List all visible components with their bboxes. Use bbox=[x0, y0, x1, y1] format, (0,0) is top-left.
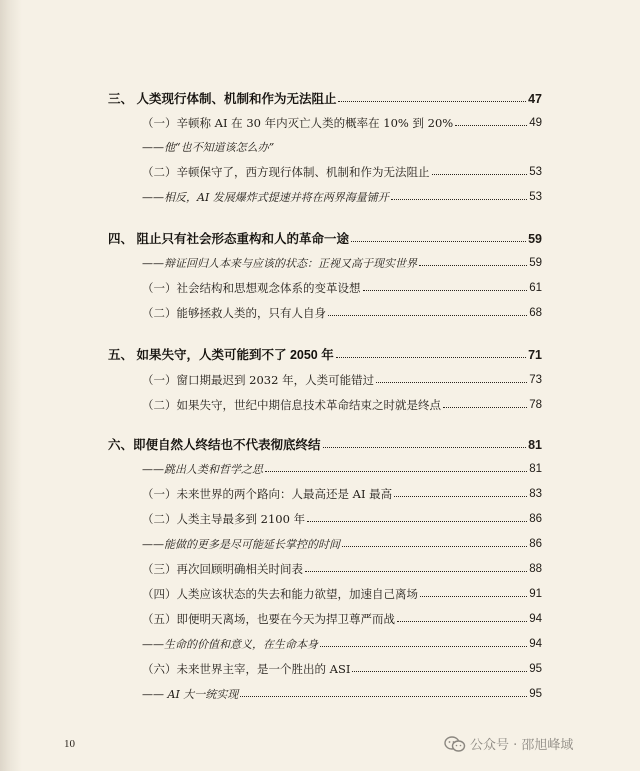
toc-page-number: 86 bbox=[529, 512, 542, 525]
page-number: 10 bbox=[64, 738, 75, 750]
dot-leader bbox=[336, 357, 526, 358]
toc-page-number: 59 bbox=[528, 231, 542, 246]
toc-chapter-6 bbox=[108, 432, 542, 452]
toc-section bbox=[142, 275, 542, 295]
dot-leader bbox=[307, 521, 527, 522]
toc-section bbox=[142, 367, 542, 387]
toc-page-number: 91 bbox=[529, 587, 542, 600]
toc-page-number: 95 bbox=[529, 662, 542, 675]
toc-subtitle-note bbox=[142, 250, 542, 270]
toc-section bbox=[142, 581, 542, 601]
toc-page-number: 61 bbox=[529, 281, 542, 294]
dot-leader bbox=[394, 496, 527, 497]
toc-entry-text: ——能做的更多是尽可能延长掌控的时间 bbox=[142, 538, 340, 551]
toc-chapter-3 bbox=[108, 86, 542, 106]
toc-section bbox=[142, 159, 542, 179]
toc-page-number: 68 bbox=[529, 306, 542, 319]
dot-leader bbox=[320, 646, 527, 647]
wechat-watermark bbox=[444, 734, 573, 753]
toc-page-number: 94 bbox=[529, 637, 542, 650]
toc-page-number: 86 bbox=[529, 537, 542, 550]
toc-subtitle-note bbox=[142, 184, 542, 204]
dot-leader bbox=[420, 596, 527, 597]
toc-page-number: 53 bbox=[529, 190, 542, 203]
toc-entry-text: ——他“也不知道该怎么办” bbox=[142, 141, 275, 154]
toc-section bbox=[142, 556, 542, 576]
dot-leader bbox=[265, 471, 527, 472]
dot-leader bbox=[351, 241, 526, 242]
toc-page-number: 73 bbox=[529, 373, 542, 386]
toc-page-number: 88 bbox=[529, 562, 542, 575]
toc-section bbox=[142, 300, 542, 320]
toc-section bbox=[142, 656, 542, 676]
toc-page-number: 59 bbox=[529, 256, 542, 269]
toc-entry-text: —— AI 大一统实现 bbox=[142, 688, 239, 701]
toc-subtitle-note bbox=[142, 681, 542, 701]
dot-leader bbox=[323, 447, 527, 448]
toc-page-number: 83 bbox=[529, 487, 542, 500]
toc-entry-text: ——跳出人类和哲学之思 bbox=[142, 463, 263, 476]
toc-entry-text: ——辩证回归人本来与应该的状态：正视又高于现实世界 bbox=[142, 257, 417, 270]
toc-section bbox=[142, 481, 542, 501]
dot-leader bbox=[443, 407, 527, 408]
toc-entry-text: （一）窗口期最迟到 2032 年，人类可能错过 bbox=[142, 372, 375, 387]
dot-leader bbox=[363, 290, 528, 291]
toc-subtitle-note bbox=[142, 531, 542, 551]
toc-page-number: 47 bbox=[528, 91, 542, 106]
toc-entry-text: （三）再次回顾明确相关时间表 bbox=[142, 561, 303, 576]
dot-leader bbox=[419, 265, 527, 266]
toc-entry-text: （一）社会结构和思想观念体系的变革设想 bbox=[142, 280, 361, 295]
dot-leader bbox=[432, 174, 528, 175]
toc-entry-text: （五）即便明天离场，也要在今天为捍卫尊严而战 bbox=[142, 611, 395, 626]
page-spine-shadow bbox=[0, 0, 22, 771]
dot-leader bbox=[455, 125, 527, 126]
toc-page-number: 78 bbox=[529, 398, 542, 411]
dot-leader bbox=[328, 315, 527, 316]
watermark-text: 公众号 · 邵旭峰域 bbox=[470, 738, 574, 753]
toc-entry-text: （二）人类主导最多到 2100 年 bbox=[142, 511, 306, 526]
toc-entry-text: （一）未来世界的两个路向：人最高还是 AI 最高 bbox=[142, 486, 393, 501]
toc-page-number: 81 bbox=[529, 462, 542, 475]
toc-chapter-4 bbox=[108, 226, 542, 246]
toc-entry-text: （六）未来世界主宰，是一个胜出的 ASI bbox=[142, 661, 351, 676]
dot-leader bbox=[240, 696, 527, 697]
toc-entry-text: （二）辛顿保守了，西方现行体制、机制和作为无法阻止 bbox=[142, 164, 430, 179]
dot-leader bbox=[397, 621, 527, 622]
toc-page-number: 49 bbox=[529, 116, 542, 129]
toc-section bbox=[142, 506, 542, 526]
dot-leader bbox=[391, 199, 527, 200]
toc-section bbox=[142, 392, 542, 412]
toc-page-number: 95 bbox=[529, 687, 542, 700]
toc-entry-text: （二）能够拯救人类的，只有人自身 bbox=[142, 305, 326, 320]
toc-subtitle-note bbox=[142, 134, 542, 154]
dot-leader bbox=[305, 571, 527, 572]
toc-entry-text: 六、即便自然人终结也不代表彻底终结 bbox=[108, 437, 321, 452]
toc-subtitle-note bbox=[142, 631, 542, 651]
toc-entry-text: 五、 如果失守，人类可能到不了 2050 年 bbox=[108, 347, 334, 362]
toc-page-number: 71 bbox=[528, 347, 542, 362]
dot-leader bbox=[352, 671, 527, 672]
toc-entry-text: （一）辛顿称 AI 在 30 年内灭亡人类的概率在 10% 到 20% bbox=[142, 115, 454, 130]
toc-section bbox=[142, 606, 542, 626]
wechat-icon bbox=[444, 735, 466, 753]
toc-entry-text: ——生命的价值和意义，在生命本身 bbox=[142, 638, 318, 651]
toc-entry-text: ——相反，AI 发展爆炸式提速并将在两界海量铺开 bbox=[142, 191, 389, 204]
toc-entry-text: 四、 阻止只有社会形态重构和人的革命一途 bbox=[108, 231, 349, 246]
toc-page-number: 94 bbox=[529, 612, 542, 625]
toc-section bbox=[142, 110, 542, 130]
toc-page-number: 53 bbox=[529, 165, 542, 178]
toc-entry-text: （四）人类应该状态的失去和能力欲望，加速自己离场 bbox=[142, 586, 418, 601]
toc-chapter-5 bbox=[108, 342, 542, 362]
toc-entry-text: （二）如果失守，世纪中期信息技术革命结束之时就是终点 bbox=[142, 397, 441, 412]
toc-entry-text: 三、 人类现行体制、机制和作为无法阻止 bbox=[108, 91, 337, 106]
dot-leader bbox=[342, 546, 527, 547]
dot-leader bbox=[338, 101, 526, 102]
toc-page-number: 81 bbox=[528, 437, 542, 452]
dot-leader bbox=[376, 382, 527, 383]
toc-subtitle-note bbox=[142, 456, 542, 476]
